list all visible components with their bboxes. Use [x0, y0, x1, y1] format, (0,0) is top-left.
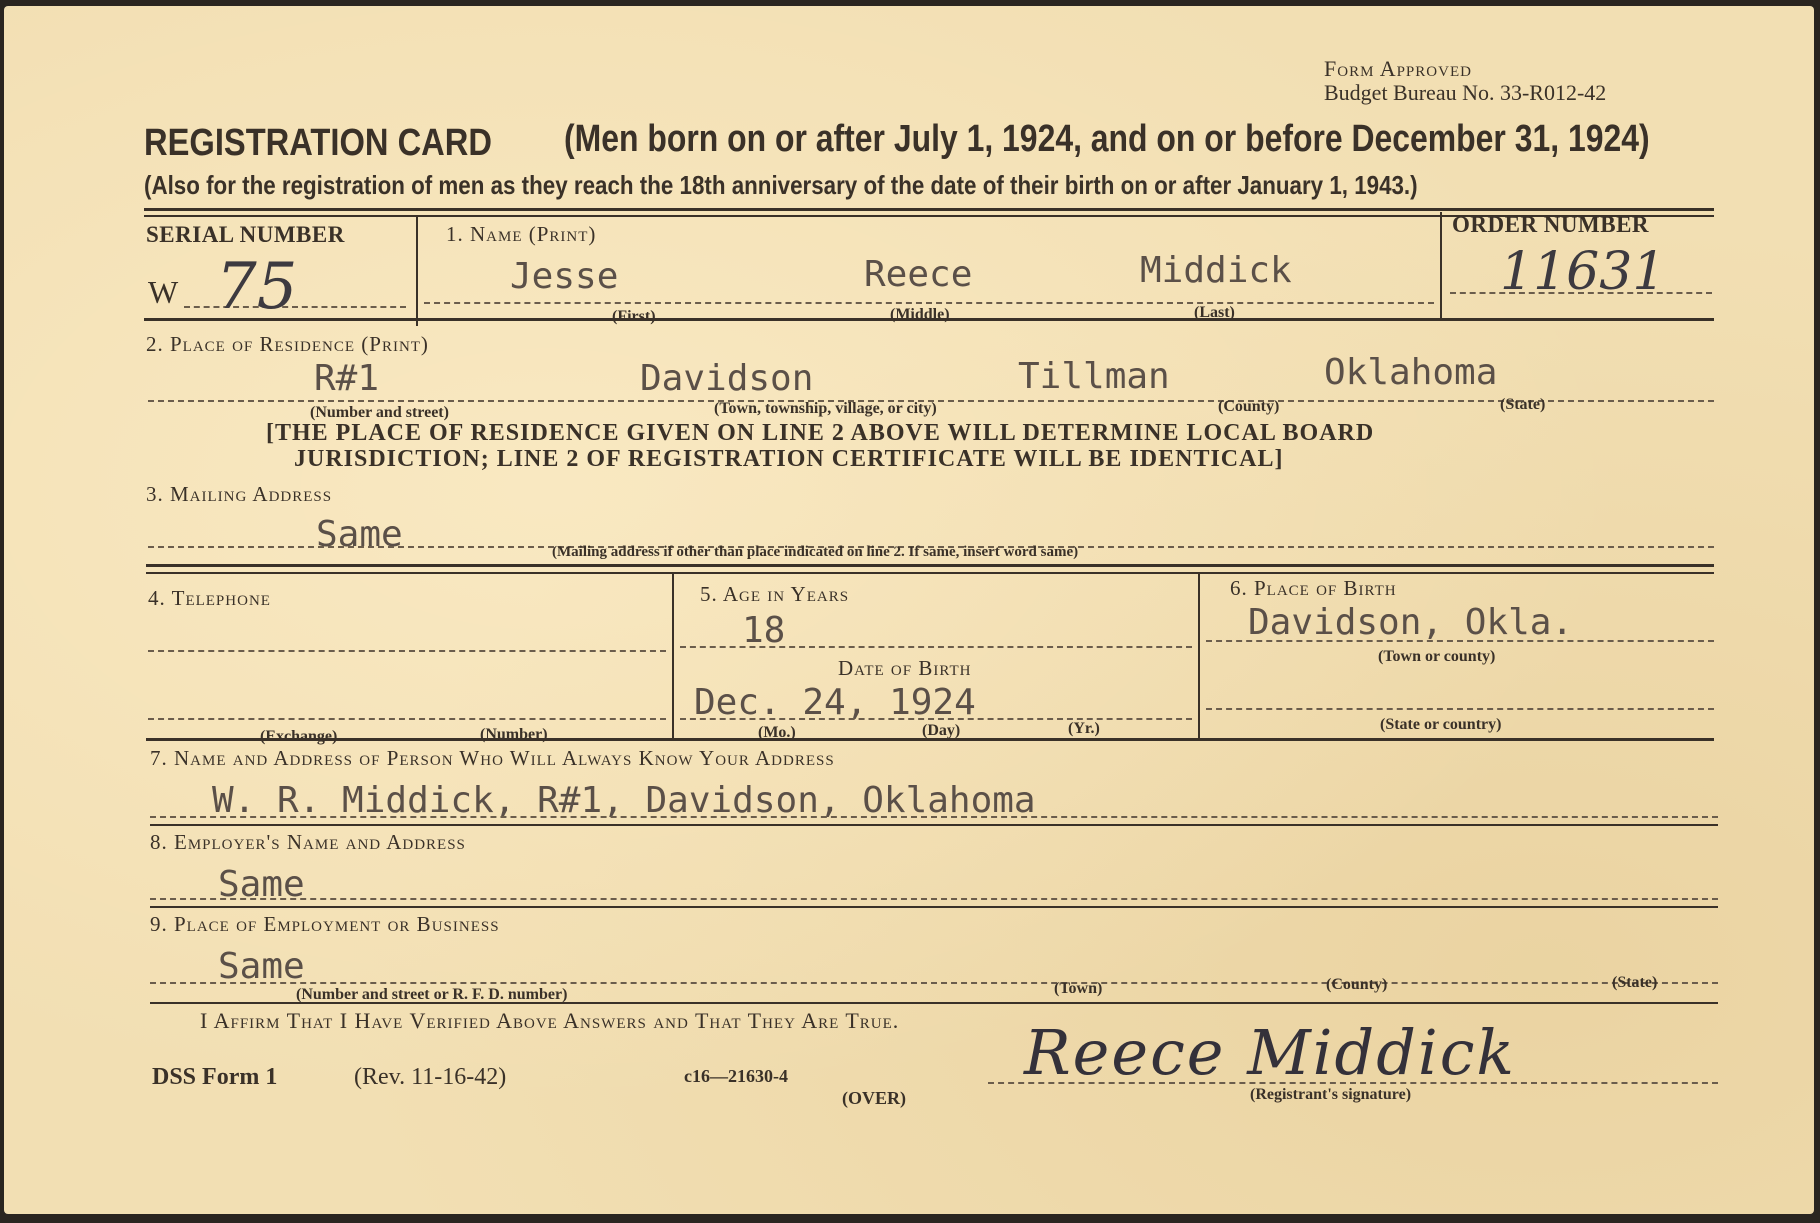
mailing-value: Same [316, 514, 403, 555]
mailing-caption: (Mailing address if other than place indicated on line 2. If same, insert word same) [552, 544, 1079, 560]
age-value: 18 [742, 610, 786, 651]
street-caption: (Number and street) [310, 404, 449, 421]
rule-top [144, 208, 1714, 211]
birthplace-value: Davidson, Okla. [1248, 602, 1574, 643]
contact-line [150, 816, 1718, 818]
age-label: 5. Age in Years [700, 582, 850, 606]
residence-county-value: Tillman [1018, 356, 1170, 397]
order-number-label: ORDER NUMBER [1452, 212, 1650, 237]
budget-bureau-number: Budget Bureau No. 33-R012-42 [1324, 80, 1607, 105]
employer-line [150, 898, 1718, 900]
order-line [1450, 292, 1712, 294]
residence-street-value: R#1 [314, 358, 380, 399]
first-name-value: Jesse [510, 256, 619, 297]
print-code: c16—21630-4 [684, 1066, 788, 1086]
birthplace-label: 6. Place of Birth [1230, 576, 1397, 600]
dob-label: Date of Birth [838, 656, 972, 680]
affirmation-text: I Affirm That I Have Verified Above Answers and That They Are True. [200, 1008, 900, 1033]
birthplace-line-2 [1206, 708, 1714, 710]
employment-street-caption: (Number and street or R. F. D. number) [296, 986, 568, 1003]
contact-label: 7. Name and Address of Person Who Will Always Know Your Address [150, 746, 835, 770]
exchange-caption: (Exchange) [260, 728, 338, 745]
signature-line [988, 1082, 1718, 1084]
rule-row4 [146, 738, 1714, 741]
card-title-note: (Men born on or after July 1, 1924, and on or before December 31, 1924) [564, 118, 1650, 160]
contact-value: W. R. Middick, R#1, Davidson, Oklahoma [212, 780, 1036, 821]
state-caption: (State) [1500, 396, 1546, 413]
rule-row7 [150, 824, 1718, 826]
order-number-value: 11631 [1500, 242, 1666, 302]
middle-name-value: Reece [864, 254, 973, 295]
birth-state-caption: (State or country) [1380, 716, 1502, 733]
employment-state-caption: (State) [1612, 974, 1658, 991]
serial-prefix: W [148, 274, 179, 310]
divider-serial-name [416, 216, 418, 326]
form-approved: Form Approved [1324, 56, 1472, 81]
employment-town-caption: (Town) [1054, 980, 1103, 997]
birthplace-line-1 [1206, 640, 1714, 642]
serial-number-value: 75 [216, 250, 298, 324]
age-line [680, 646, 1192, 648]
form-revision: (Rev. 11-16-42) [354, 1064, 507, 1090]
year-caption: (Yr.) [1068, 720, 1100, 737]
rule-row3-2 [146, 572, 1714, 574]
divider-name-order [1440, 212, 1442, 318]
rule-row3 [146, 564, 1714, 567]
serial-number-label: SERIAL NUMBER [146, 222, 345, 247]
residence-town-value: Davidson [640, 358, 814, 399]
form-id: DSS Form 1 [152, 1064, 278, 1090]
residence-label: 2. Place of Residence (Print) [146, 332, 429, 356]
residence-notice-2: JURISDICTION; LINE 2 OF REGISTRATION CERTIFICATE WILL BE IDENTICAL] [294, 446, 1284, 472]
county-caption: (County) [1218, 398, 1280, 415]
town-caption: (Town, township, village, or city) [714, 400, 937, 417]
employment-county-caption: (County) [1326, 976, 1388, 993]
rule-row8 [150, 906, 1718, 908]
dob-value: Dec. 24, 1924 [694, 682, 976, 723]
number-caption: (Number) [480, 726, 548, 743]
rule-row1 [144, 318, 1714, 321]
registrant-signature: Reece Middick [1024, 1016, 1516, 1089]
card-subtitle: (Also for the registration of men as they reach the 18th anniversary of the date of their birth on or after January 1, 1943.) [144, 170, 1418, 200]
residence-notice-1: [THE PLACE OF RESIDENCE GIVEN ON LINE 2 ABOVE WILL DETERMINE LOCAL BOARD [266, 420, 1375, 446]
registration-card [4, 6, 1814, 1214]
residence-state-value: Oklahoma [1324, 352, 1498, 393]
employer-value: Same [218, 864, 305, 905]
over-note: (OVER) [842, 1088, 906, 1108]
last-name-value: Middick [1140, 250, 1292, 291]
telephone-label: 4. Telephone [148, 586, 271, 610]
name-line [424, 302, 1434, 304]
employment-label: 9. Place of Employment or Business [150, 912, 500, 936]
first-caption: (First) [612, 308, 656, 325]
mailing-label: 3. Mailing Address [146, 482, 333, 506]
divider-age-birth [1198, 574, 1200, 740]
employment-line [150, 982, 1718, 984]
month-caption: (Mo.) [758, 724, 796, 741]
signature-caption: (Registrant's signature) [1250, 1086, 1412, 1103]
divider-phone-age [672, 574, 674, 740]
dob-line [680, 718, 1192, 720]
birth-town-caption: (Town or county) [1378, 648, 1496, 665]
name-label: 1. Name (Print) [446, 222, 597, 246]
day-caption: (Day) [922, 722, 961, 739]
rule-row9 [150, 1002, 1718, 1004]
employer-label: 8. Employer's Name and Address [150, 830, 466, 854]
card-title: REGISTRATION CARD [144, 122, 492, 164]
telephone-line-2 [148, 718, 666, 720]
middle-caption: (Middle) [890, 306, 950, 323]
telephone-line-1 [148, 650, 666, 652]
employment-value: Same [218, 946, 305, 987]
last-caption: (Last) [1194, 304, 1235, 321]
